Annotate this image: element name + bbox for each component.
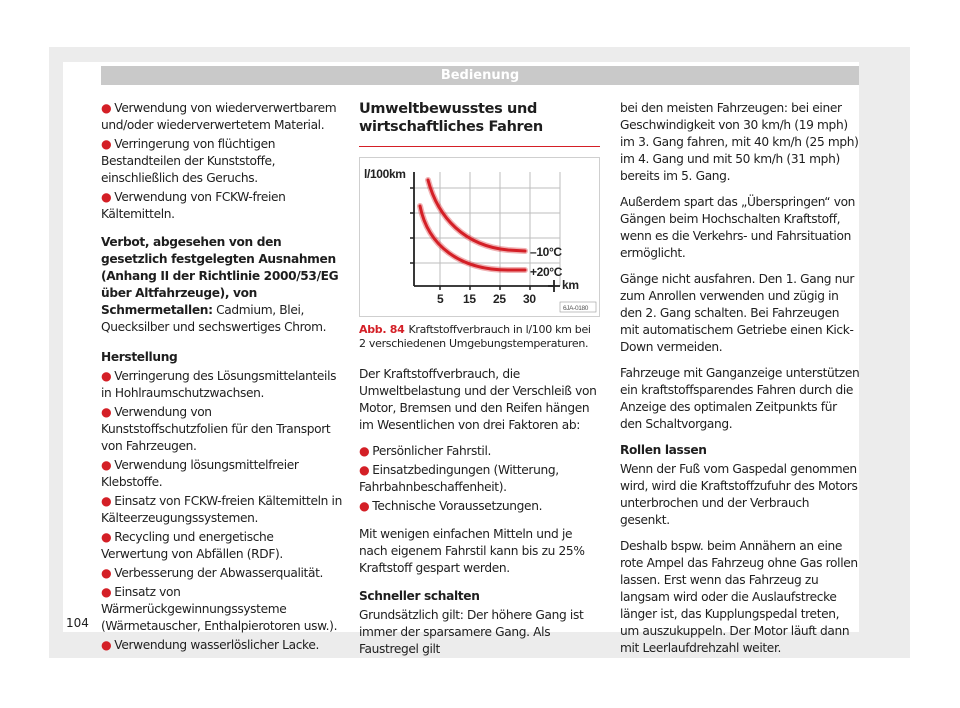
schneller-paragraph: Grundsätzlich gilt: Der höhere Gang ist immer der sparsamere Gang. Als Faustregel gilt: [359, 608, 584, 656]
series-label-plus20: +20°C: [530, 265, 563, 279]
bullet-icon: ●: [359, 444, 370, 458]
list-item: ● Verwendung von wiederverwertbarem und/oder wiederverwertetem Material.: [101, 101, 337, 132]
bullet-icon: ●: [101, 137, 112, 151]
bullet-icon: ●: [359, 499, 370, 513]
bullet-icon: ●: [101, 494, 112, 508]
list-item: ● Persönlicher Fahrstil.: [359, 444, 491, 458]
column-right: [620, 100, 861, 666]
bullet-icon: ●: [101, 585, 112, 599]
bullet-icon: ●: [101, 566, 112, 580]
x-tick-label: 15: [463, 292, 476, 306]
rollen-heading: Rollen lassen: [620, 443, 707, 457]
list-item: ● Verwendung lösungsmittelfreier Klebstoffe.: [101, 458, 299, 489]
x-axis-label: km: [562, 278, 579, 292]
x-tick-label: 25: [493, 292, 506, 306]
page-number: 104: [66, 616, 89, 630]
series-label-minus10: –10°C: [530, 245, 562, 259]
list-item: ● Verwendung von FCKW-freien Kältemitteln.: [101, 190, 286, 221]
column-left: [101, 100, 342, 656]
column-middle: [359, 100, 600, 667]
x-tick-label: 5: [437, 292, 444, 306]
list-item: ● Technische Voraussetzungen.: [359, 499, 543, 513]
rollen-paragraph-2: Deshalb bspw. beim Annähern an eine rote Ampel das Fahrzeug ohne Gas rollen lassen. Erst wenn das Fahrzeug zu langsam wird oder die Auslaufstrecke länger ist, das Kupplungspedal treten, um auszukuppeln. Der Motor läuft dann mit Leerlaufdrehzahl weiter.: [620, 539, 858, 655]
fuel-consumption-chart: [360, 158, 599, 316]
list-item: ● Einsatz von FCKW-freien Kältemitteln in Kälteerzeugungssystemen.: [101, 494, 342, 525]
list-item: ● Verwendung wasserlöslicher Lacke.: [101, 638, 320, 652]
x-tick-label: 30: [523, 292, 536, 306]
figure-caption: Abb. 84 Kraftstoffverbrauch in l/100 km bei 2 verschiedenen Umgebungstemperaturen.: [359, 323, 591, 350]
intro-paragraph: Der Kraftstoffverbrauch, die Umweltbelastung und der Verschleiß von Motor, Bremsen und den Reifen hängen im Wesentlichen von drei Faktoren ab:: [359, 367, 597, 432]
bullet-icon: ●: [101, 369, 112, 383]
bullet-icon: ●: [101, 530, 112, 544]
bullet-icon: ●: [101, 638, 112, 652]
section-title: Umweltbewusstes und wirtschaftliches Fahren: [359, 100, 600, 147]
list-item: ● Verringerung von flüchtigen Bestandteilen der Kunststoffe, einschließlich des Geruchs.: [101, 137, 276, 185]
herstellung-heading: Herstellung: [101, 350, 178, 364]
bullet-icon: ●: [101, 101, 112, 115]
figure-code: 6JA-0180: [563, 305, 589, 312]
bullet-icon: ●: [101, 405, 112, 419]
section-header: Bedienung: [101, 66, 859, 85]
bullet-icon: ●: [101, 458, 112, 472]
list-item: ● Verwendung von Kunststoffschutzfolien für den Transport von Fahrzeugen.: [101, 405, 331, 453]
list-item: ● Recycling und energetische Verwertung von Abfällen (RDF).: [101, 530, 283, 561]
list-item: ● Verringerung des Lösungsmittelanteils in Hohlraumschutzwachsen.: [101, 369, 337, 400]
bullet-icon: ●: [359, 463, 370, 477]
gear-usage-paragraph: Gänge nicht ausfahren. Den 1. Gang nur zum Anrollen verwenden und zügig in den 2. Gang schalten. Bei Fahrzeugen mit automatischem Getriebe einen Kick-Down vermeiden.: [620, 272, 855, 354]
list-item: ● Einsatz von Wärmerückgewinnungssysteme (Wärmetauscher, Enthalpierotoren usw.).: [101, 585, 338, 633]
bullet-icon: ●: [101, 190, 112, 204]
rollen-paragraph-1: Wenn der Fuß vom Gaspedal genommen wird, wird die Kraftstoffzufuhr des Motors unterbrochen und der Verbrauch gesenkt.: [620, 462, 858, 527]
skip-gear-paragraph: Außerdem spart das „Überspringen“ von Gängen beim Hochschalten Kraftstoff, wenn es die Verkehrs- und Fahrsituation ermöglicht.: [620, 195, 856, 260]
verbot-paragraph: Verbot, abgesehen von den gesetzlich festgelegten Ausnahmen (Anhang II der Richtlinie 2000/53/EG über Altfahrzeuge), von Schmermetallen: Cadmium, Blei, Quecksilber und sechswertiges Chrom.: [101, 235, 339, 334]
schneller-heading: Schneller schalten: [359, 589, 480, 603]
gear-paragraph: bei den meisten Fahrzeugen: bei einer Geschwindigkeit von 30 km/h (19 mph) im 3. Gang fahren, mit 40 km/h (25 mph) im 4. Gang und mit 50 km/h (31 mph) bereits im 5. Gang.: [620, 101, 859, 183]
savings-paragraph: Mit wenigen einfachen Mitteln und je nach eigenem Fahrstil kann bis zu 25% Kraftstoff gespart werden.: [359, 527, 585, 575]
y-axis-label: l/100km: [364, 167, 406, 181]
fuel-consumption-figure: [359, 157, 600, 317]
list-item: ● Einsatzbedingungen (Witterung, Fahrbahnbeschaffenheit).: [359, 463, 559, 494]
gear-indicator-paragraph: Fahrzeuge mit Ganganzeige unterstützen ein kraftstoffsparendes Fahren durch die Anzeige des optimalen Zeitpunkts für den Schaltvorgang.: [620, 366, 860, 431]
list-item: ● Verbesserung der Abwasserqualität.: [101, 566, 324, 580]
